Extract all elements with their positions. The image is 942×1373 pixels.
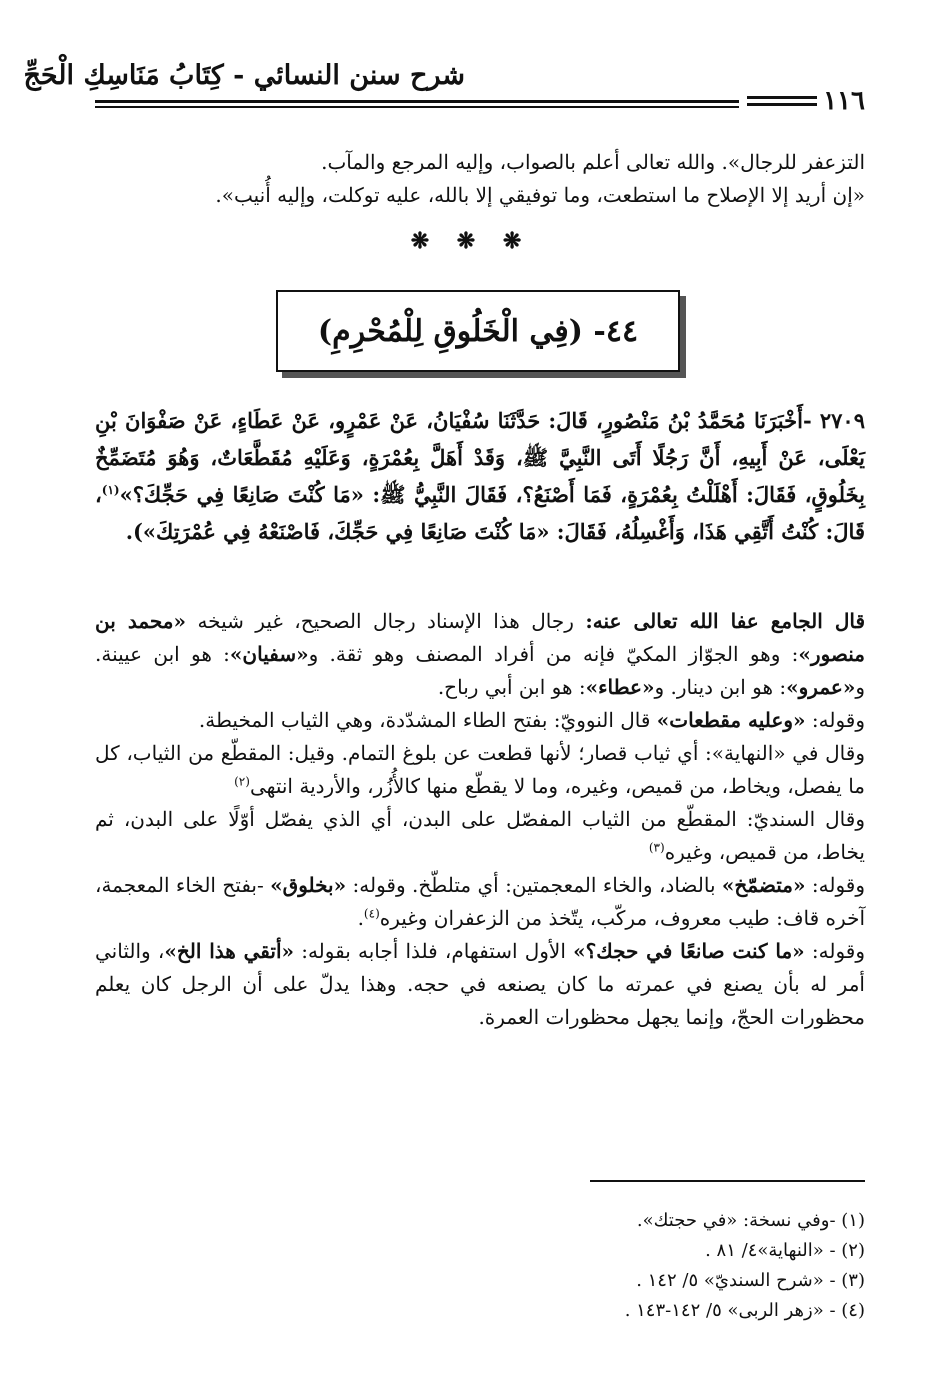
commentary xyxy=(95,605,865,1034)
footnote-ref: (١) xyxy=(101,483,120,497)
commentary-paragraph xyxy=(95,935,865,1034)
text-run: بالضاد، والخاء المعجمتين: أي متلطّخ. وقوله: xyxy=(346,873,722,897)
narrator-name: «عمرو» xyxy=(786,675,856,699)
footnote-ref: (٢) xyxy=(234,774,250,789)
chapter-heading-box xyxy=(276,290,680,372)
text-run: الأول استفهام، فلذا أجابه بقوله: xyxy=(294,939,574,963)
commentary-paragraph xyxy=(95,803,865,869)
footnote-ref: (٣) xyxy=(648,840,665,855)
footnote: (٢) - «النهاية»٤/ ٨١ . xyxy=(705,1240,865,1261)
commentary-paragraph xyxy=(95,704,865,737)
page-number-block xyxy=(739,86,865,116)
narrator-name: «عطاء» xyxy=(585,675,655,699)
hadith-body-end: ، قَالَ: كُنْتُ أَتَّقِي هَذَا، وَأَغْسِلُهُ، فَقَالَ: «مَا كُنْتَ صَانِعًا فِي حَجِّكَ، فَاصْنَعْهُ فِي عُمْرَتِكَ»). xyxy=(95,482,865,544)
quoted-term: «وعليه مقطعات» xyxy=(656,708,806,732)
footnotes xyxy=(95,1206,865,1326)
text-run: : هو ابن عيينة. و xyxy=(95,642,865,699)
section-separator: ❋ ❋ ❋ xyxy=(410,228,532,254)
quoted-term: «ما كنت صانعًا في حجك؟» xyxy=(573,939,805,963)
commentary-paragraph xyxy=(95,605,865,704)
commentary-author-label: قال الجامع عفا الله تعالى عنه: xyxy=(585,609,866,633)
text-run: : وهو الجوّاز المكيّ فإنه من أفراد المصنف وهو ثقة. و xyxy=(308,642,799,666)
footnote: (٣) - «شرح السنديّ» ٥/ ١٤٢ . xyxy=(636,1270,865,1291)
page-number-rules xyxy=(747,96,817,106)
quoted-term: «أتقي هذا الخ» xyxy=(164,939,295,963)
text-run: : هو ابن دينار. و xyxy=(654,675,787,699)
commentary-paragraph xyxy=(95,737,865,803)
footnote-rule xyxy=(590,1180,865,1182)
text-run: وقال في «النهاية»: أي ثياب قصار؛ لأنها قطعت عن بلوغ التمام. وقيل: المقطّع من الثياب، كل ما يفصل، ويخاط، من قميص، وغيره، وما لا يقطّع منها كالأُزُر، والأردية انتهى xyxy=(95,741,865,798)
intro-paragraph xyxy=(95,146,865,212)
page-number: ١١٦ xyxy=(823,86,865,116)
text-run: : هو ابن أبي رباح. xyxy=(437,675,586,699)
footnote: (١) -وفي نسخة: «في حجتك». xyxy=(636,1210,865,1231)
hadith-body: ٢٧٠٩ -أَخْبَرَنَا مُحَمَّدُ بْنُ مَنْصُورٍ، قَالَ: حَدَّثَنَا سُفْيَانُ، عَنْ عَمْرٍو، عَنْ عَطَاءٍ، عَنْ صَفْوَانَ بْنِ يَعْلَى، عَنْ أَبِيهِ، أَنَّ رَجُلًا أَتَى النَّبِيَّ ﷺ، وَقَدْ أَهَلَّ بِعُمْرَةٍ، وَعَلَيْهِ مُقَطَّعَاتٌ، وَهُوَ مُتَضَمِّخٌ بِخَلُوقٍ، فَقَالَ: أَهْلَلْتُ بِعُمْرَةٍ، فَمَا أَصْنَعُ؟، فَقَالَ النَّبِيُّ ﷺ: «مَا كُنْتَ صَانِعًا فِي حَجِّكَ؟» xyxy=(95,408,865,507)
narrator-name: «سفيان» xyxy=(229,642,309,666)
text-run: قال النوويّ: بفتح الطاء المشدّدة، وهي الثياب المخيطة. xyxy=(198,708,657,732)
footnote: (٤) - «زهر الربى» ٥/ ١٤٢-١٤٣ . xyxy=(624,1300,865,1321)
running-title: شرح سنن النسائي - كِتَابُ مَنَاسِكِ الْحَجِّ xyxy=(23,60,465,91)
text-run: وقوله: xyxy=(805,873,866,897)
chapter-title: ٤٤- (فِي الْخَلُوقِ لِلْمُحْرِمِ) xyxy=(317,313,639,349)
text-run: ، والثاني أمر له بأن يصنع في عمرته ما كان يصنعه في حجه. وهذا يدلّ على أن الرجل كان يعلم محظورات الحجّ، وإنما يجهل محظورات العمرة. xyxy=(95,939,865,1029)
footnote-ref: (٤) xyxy=(363,906,380,921)
text-run: وقال السنديّ: المقطّع من الثياب المفصّل على البدن، أي الذي يفصّل أوّلًا على البدن، ثم يخاط، من قميص، وغيره xyxy=(95,807,865,864)
quoted-term: «بخلوق» xyxy=(270,873,347,897)
narrator-name: «محمد بن منصور» xyxy=(95,609,865,666)
intro-quote-line: «إن أريد إلا الإصلاح ما استطعت، وما توفيقي إلا بالله، عليه توكلت، وإليه أُنيب». xyxy=(215,183,865,207)
text-run: رجال هذا الإسناد رجال الصحيح، غير شيخه xyxy=(186,609,586,633)
text-run: -بفتح الخاء المعجمة، آخره قاف: طيب معروف، مركّب، يتّخذ من الزعفران وغيره xyxy=(95,873,865,930)
commentary-paragraph: وقوله: «متضمّخ» بالضاد، والخاء المعجمتين: أي متلطّخ. وقوله: «بخلوق» -بفتح الخاء المعجمة، آخره قاف: طيب معروف، مركّب، يتّخذ من الزعفران وغيره$^{(٤)}$. xyxy=(95,873,866,930)
hadith-text xyxy=(95,402,865,550)
text-run: وقوله: xyxy=(805,708,865,732)
intro-line: التزعفر للرجال». والله تعالى أعلم بالصواب، وإليه المرجع والمآب. xyxy=(321,150,865,174)
page-header xyxy=(23,60,865,116)
text-run: وقوله: xyxy=(804,939,865,963)
quoted-term: «متضمّخ» xyxy=(721,873,806,897)
